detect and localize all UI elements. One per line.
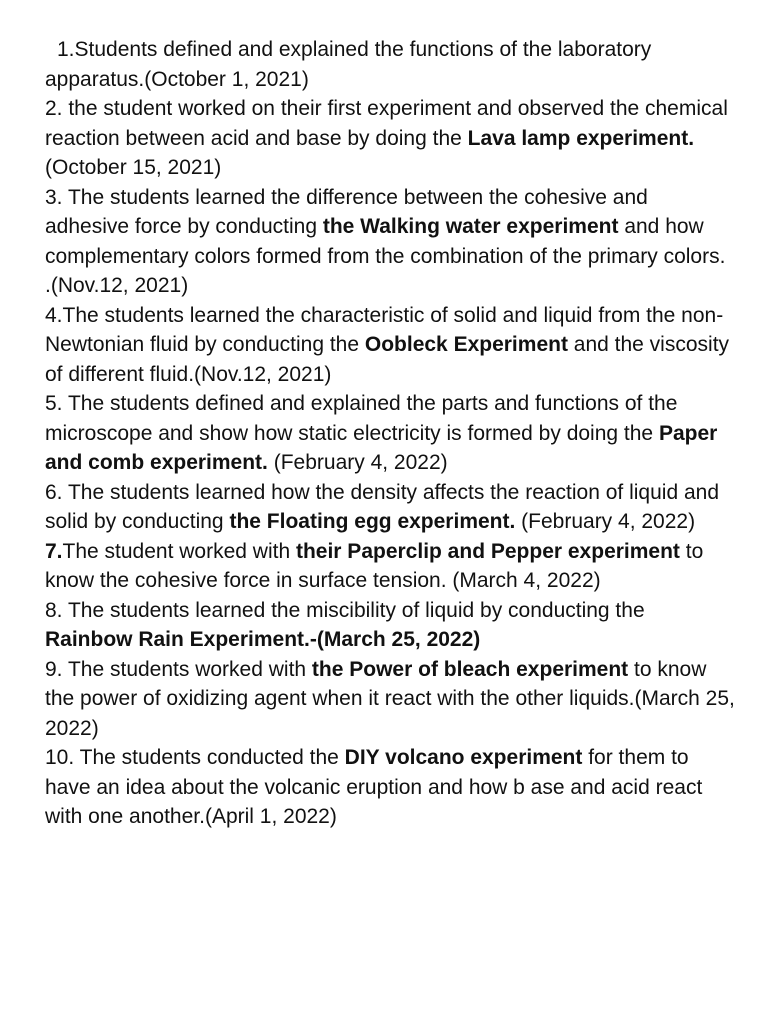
text-segment: 1.Students defined and explained the functions of the laboratory apparatus.(October 1, 2021) — [45, 38, 652, 91]
text-segment: and how complementary colors formed from the combination of the primary colors. .(Nov.12, 2021) — [45, 215, 726, 297]
text-segment: 4.The students learned the characteristic of solid and liquid from the non-Newtonian fluid by conducting the — [45, 303, 724, 356]
list-item — [45, 35, 735, 94]
text-segment: to know the cohesive force in surface tension. (March 4, 2022) — [45, 539, 704, 592]
bold-text-segment: the Floating egg experiment. — [229, 510, 516, 533]
text-segment: 3. The students learned the difference between the cohesive and adhesive force by conducting — [45, 185, 648, 238]
bold-text-segment: Rainbow Rain Experiment.-(March 25, 2022) — [45, 628, 481, 651]
text-segment: 2. the student worked on their first experiment and observed the chemical reaction between acid and base by doing the — [45, 97, 728, 150]
text-segment: (February 4, 2022) — [267, 451, 448, 474]
list-item — [45, 537, 735, 596]
text-segment: and the viscosity of different fluid.(Nov.12, 2021) — [45, 333, 730, 386]
list-item — [45, 301, 735, 390]
bold-text-segment: the Power of bleach experiment — [311, 657, 629, 681]
bold-text-segment: their Paperclip and Pepper experiment — [295, 539, 680, 563]
text-segment: The student worked with — [62, 539, 296, 563]
text-segment: (October 15, 2021) — [45, 156, 222, 179]
text-segment: 10. The students conducted the — [45, 746, 345, 769]
text-segment: 5. The students defined and explained the parts and functions of the microscope and show how static electricity is formed by doing the — [45, 392, 678, 445]
document-body — [45, 35, 735, 832]
list-item — [45, 389, 735, 478]
list-item — [45, 94, 735, 183]
bold-text-segment: DIY volcano experiment — [344, 746, 583, 769]
text-segment: to know the power of oxidizing agent when it react with the other liquids.(March 25, 2022) — [45, 657, 735, 740]
bold-text-segment: Paper and comb experiment. — [45, 421, 718, 474]
bold-text-segment: the Walking water experiment — [322, 215, 619, 238]
bold-text-segment: 7. — [45, 539, 63, 563]
list-item — [45, 183, 735, 301]
list-item — [45, 743, 735, 832]
bold-text-segment: Lava lamp experiment. — [467, 126, 695, 150]
text-segment: 6. The students learned how the density affects the reaction of liquid and solid by conducting — [45, 480, 719, 533]
list-item — [45, 655, 735, 744]
text-segment: for them to have an idea about the volcanic eruption and how b ase and acid react with one another.(April 1, 2022) — [45, 746, 703, 828]
text-segment: (February 4, 2022) — [515, 510, 696, 533]
bold-text-segment: Oobleck Experiment — [364, 333, 568, 356]
text-segment: 9. The students worked with — [45, 657, 312, 681]
list-item — [45, 478, 735, 537]
list-item — [45, 596, 735, 655]
text-segment: 8. The students learned the miscibility of liquid by conducting the — [45, 598, 645, 622]
